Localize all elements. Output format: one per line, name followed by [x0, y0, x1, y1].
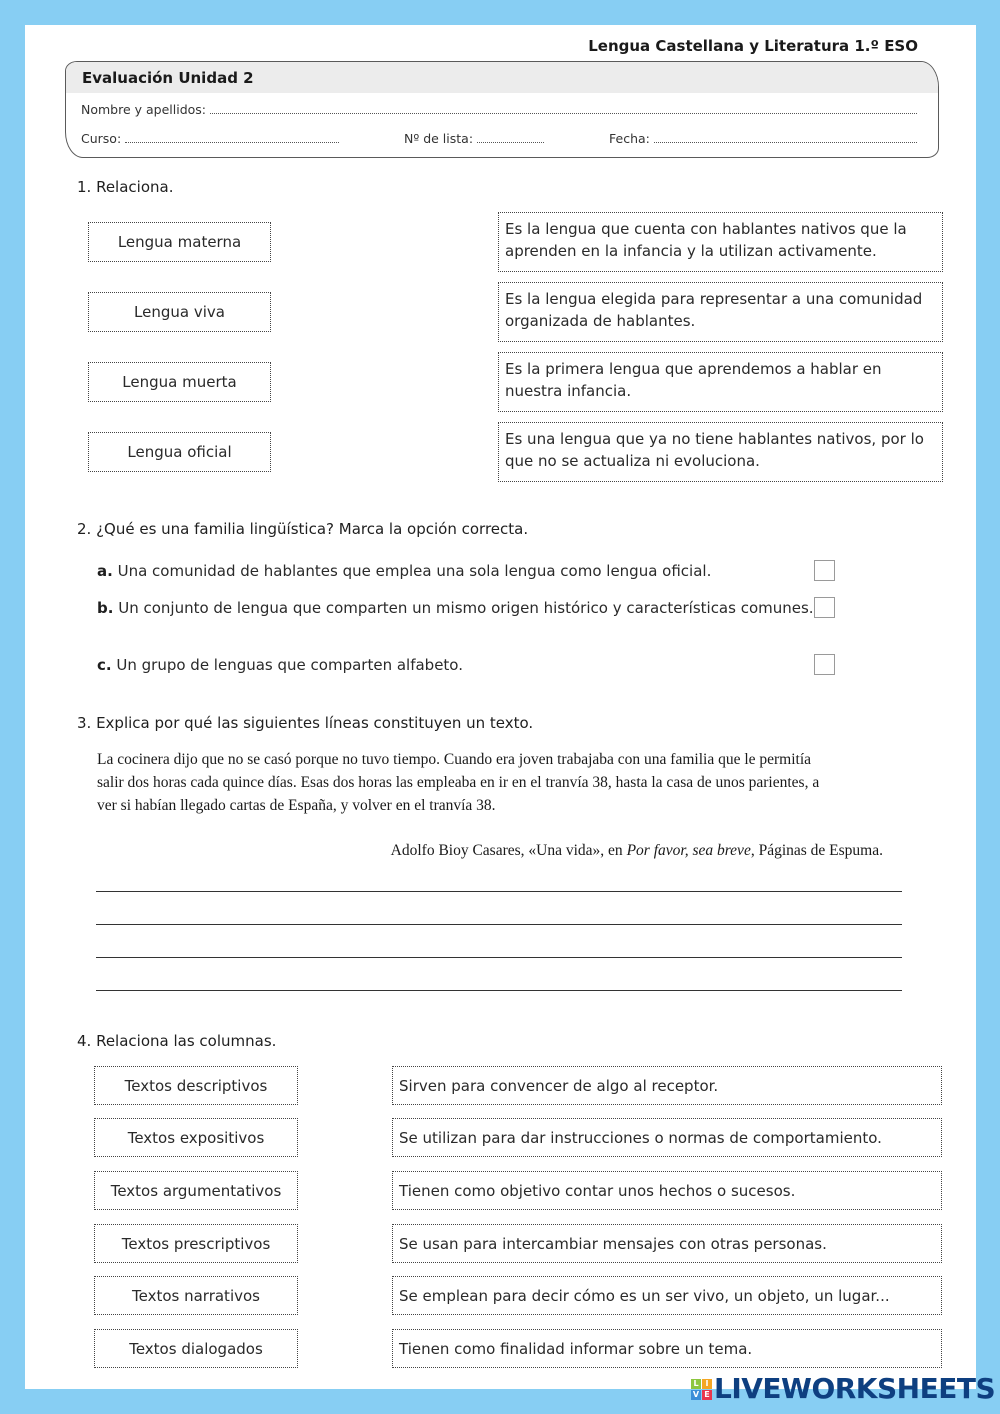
definition-text: Tienen como objetivo contar unos hechos o sucesos. — [399, 1181, 796, 1200]
type-label: Textos expositivos — [127, 1128, 265, 1147]
citation-publisher: , Páginas de Espuma. — [750, 842, 883, 859]
liveworksheets-logo[interactable] — [691, 1372, 996, 1405]
q3-citation — [391, 842, 883, 860]
q2-checkbox-b[interactable] — [814, 597, 835, 618]
passage-line: salir dos horas cada quince días. Esas dos horas las empleaba en ir en el tranvía 38, hasta la casa de unos parientes, a — [97, 774, 820, 791]
live-logo-icon — [691, 1379, 712, 1400]
date-field[interactable] — [609, 131, 917, 146]
evaluation-title: Evaluación Unidad 2 — [82, 69, 254, 87]
definition-text: Es la lengua que cuenta con hablantes nativos que la aprenden en la infancia y la utilizan activamente. — [505, 220, 907, 260]
q2-checkbox-a[interactable] — [814, 560, 835, 581]
term-label: Lengua viva — [134, 303, 225, 321]
type-label: Textos narrativos — [132, 1286, 260, 1305]
type-label: Textos descriptivos — [124, 1076, 268, 1095]
q1-definition-box[interactable] — [498, 352, 943, 412]
definition-text: Se emplean para decir cómo es un ser vivo, un objeto, un lugar... — [399, 1286, 890, 1305]
q2-option-a — [97, 560, 807, 582]
q4-definition-box[interactable] — [392, 1224, 942, 1263]
type-label: Textos prescriptivos — [121, 1234, 271, 1253]
date-label: Fecha: — [609, 131, 650, 146]
definition-text: Es una lengua que ya no tiene hablantes nativos, por lo que no se actualiza ni evoluciona. — [505, 430, 924, 470]
course-field[interactable] — [81, 131, 339, 146]
type-label: Textos argumentativos — [110, 1181, 282, 1200]
option-text: Un grupo de lenguas que comparten alfabeto. — [116, 656, 463, 674]
q1-definition-box[interactable] — [498, 212, 943, 272]
q1-term-box[interactable] — [88, 222, 271, 262]
q1-term-box[interactable] — [88, 432, 271, 472]
term-label: Lengua muerta — [122, 373, 237, 391]
q4-definition-box[interactable] — [392, 1066, 942, 1105]
subject-heading: Lengua Castellana y Literatura 1.º ESO — [588, 37, 918, 55]
list-number-label: Nº de lista: — [404, 131, 474, 146]
q4-type-box[interactable] — [94, 1276, 298, 1315]
term-label: Lengua materna — [117, 233, 242, 251]
list-number-dotted-line[interactable] — [477, 132, 544, 143]
answer-line[interactable] — [96, 957, 902, 958]
option-text: Una comunidad de hablantes que emplea una sola lengua como lengua oficial. — [117, 562, 712, 580]
q4-definition-box[interactable] — [392, 1171, 942, 1210]
definition-text: Tienen como finalidad informar sobre un tema. — [399, 1339, 753, 1358]
definition-text: Se usan para intercambiar mensajes con otras personas. — [399, 1234, 827, 1253]
name-label: Nombre y apellidos: — [81, 102, 207, 117]
q4-definition-box[interactable] — [392, 1118, 942, 1157]
q4-definition-box[interactable] — [392, 1329, 942, 1368]
q4-type-box[interactable] — [94, 1171, 298, 1210]
course-dotted-line[interactable] — [125, 132, 339, 143]
logo-letter-i: I — [702, 1379, 712, 1389]
passage-line: ver si habían llegado cartas de España, y volver en el tranvía 38. — [97, 797, 496, 814]
definition-text: Se utilizan para dar instrucciones o normas de comportamiento. — [399, 1128, 882, 1147]
definition-text: Es la lengua elegida para representar a una comunidad organizada de hablantes. — [505, 290, 923, 330]
term-label: Lengua oficial — [127, 443, 232, 461]
q2-title: 2. ¿Qué es una familia lingüística? Marca la opción correcta. — [77, 520, 529, 538]
citation-author: Adolfo Bioy Casares, «Una vida», en — [390, 842, 627, 859]
option-text: Un conjunto de lengua que comparten un mismo origen histórico y características comunes. — [118, 599, 814, 617]
q1-definition-box[interactable] — [498, 422, 943, 482]
worksheet-page — [25, 25, 976, 1389]
name-dotted-line[interactable] — [210, 103, 917, 114]
citation-book: Por favor, sea breve — [626, 842, 751, 859]
definition-text: Es la primera lengua que aprendemos a hablar en nuestra infancia. — [505, 360, 882, 400]
definition-text: Sirven para convencer de algo al receptor. — [399, 1076, 719, 1095]
q4-type-box[interactable] — [94, 1118, 298, 1157]
q4-type-box[interactable] — [94, 1224, 298, 1263]
q4-title: 4. Relaciona las columnas. — [77, 1032, 277, 1050]
name-field[interactable] — [81, 102, 917, 117]
q3-title: 3. Explica por qué las siguientes líneas constituyen un texto. — [77, 714, 534, 732]
course-label: Curso: — [81, 131, 122, 146]
q1-title: 1. Relaciona. — [77, 178, 174, 196]
option-letter: c. — [97, 656, 112, 674]
logo-wordmark: LIVEWORKSHEETS — [714, 1372, 996, 1405]
answer-line[interactable] — [96, 924, 902, 925]
q4-type-box[interactable] — [94, 1066, 298, 1105]
q4-type-box[interactable] — [94, 1329, 298, 1368]
type-label: Textos dialogados — [129, 1339, 263, 1358]
q1-term-box[interactable] — [88, 362, 271, 402]
q1-definition-box[interactable] — [498, 282, 943, 342]
list-number-field[interactable] — [404, 131, 544, 146]
passage-line: La cocinera dijo que no se casó porque no tuvo tiempo. Cuando era joven trabajaba con una familia que le permitía — [97, 751, 812, 768]
q2-option-c — [97, 654, 807, 676]
date-dotted-line[interactable] — [654, 132, 917, 143]
q4-definition-box[interactable] — [392, 1276, 942, 1315]
answer-line[interactable] — [96, 990, 902, 991]
q1-term-box[interactable] — [88, 292, 271, 332]
q2-checkbox-c[interactable] — [814, 654, 835, 675]
answer-line[interactable] — [96, 891, 902, 892]
option-letter: a. — [97, 562, 113, 580]
logo-letter-e: E — [702, 1390, 712, 1400]
logo-letter-v: V — [692, 1390, 700, 1399]
option-letter: b. — [97, 599, 114, 617]
student-info-box — [65, 61, 939, 158]
q2-option-b — [97, 597, 829, 619]
logo-letter-l: L — [691, 1379, 701, 1389]
q3-passage — [97, 748, 917, 817]
